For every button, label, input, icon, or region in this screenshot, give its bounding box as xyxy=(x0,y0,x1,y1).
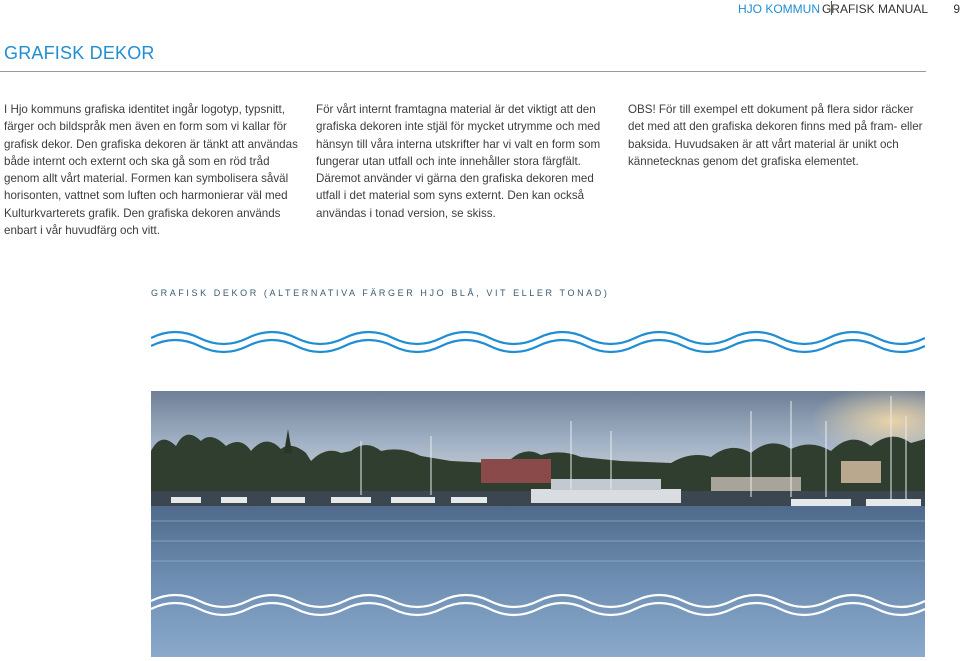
building-right xyxy=(841,461,881,483)
dekor-caption: GRAFISK DEKOR (ALTERNATIVA FÄRGER HJO BLÅ, VIT ELLER TONAD) xyxy=(151,288,610,298)
ship-cabin xyxy=(551,479,661,490)
header-manual-title: GRAFISK MANUAL xyxy=(821,2,928,16)
page-number: 9 xyxy=(953,2,960,16)
building-red xyxy=(481,459,551,483)
body-column-3: OBS! För till exempel ett dokument på flera sidor räcker det med att den grafiska dekoren finns med på fram- eller baksida. Huvudsaken är att vårt material är unikt och kännetecknas genom det grafiska elementet. xyxy=(628,103,923,168)
wave-line-1 xyxy=(151,332,925,344)
ship-hull xyxy=(531,489,681,503)
building-light xyxy=(711,477,801,493)
harbour-photo xyxy=(151,391,925,657)
wave-line-2 xyxy=(151,340,925,352)
body-column-1: I Hjo kommuns grafiska identitet ingår logotyp, typsnitt, färger och bildspråk men även en form som vi kallar för grafisk dekor. Den grafiska dekoren är tänkt att användas både internt och externt och ska gå som en röd tråd genom allt vårt material. Formen kan symbolisera såväl horisonten, vattnet som luften och harmonierar väl med Kulturkvarterets grafik. Den grafiska dekoren används enbart i vår huvudfärg och vitt. xyxy=(4,103,298,238)
water xyxy=(151,506,925,657)
blue-dekor-wave xyxy=(151,318,925,368)
title-rule xyxy=(0,71,926,72)
body-column-2: För vårt internt framtagna material är det viktigt att den grafiska dekoren inte stjäl för mycket utrymme och med hänsyn till våra interna utskrifter har vi valt en form som fungerar utan utfall och inte innehåller stora färgfält. Däremot använder vi gärna den grafiska dekoren med utfall i det material som syns externt. Den kan också användas i tonad version, se skiss. xyxy=(316,103,601,220)
section-title: GRAFISK DEKOR xyxy=(4,43,155,63)
harbour-photo-illustration xyxy=(151,391,925,657)
header-brand: HJO KOMMUN xyxy=(738,2,820,16)
